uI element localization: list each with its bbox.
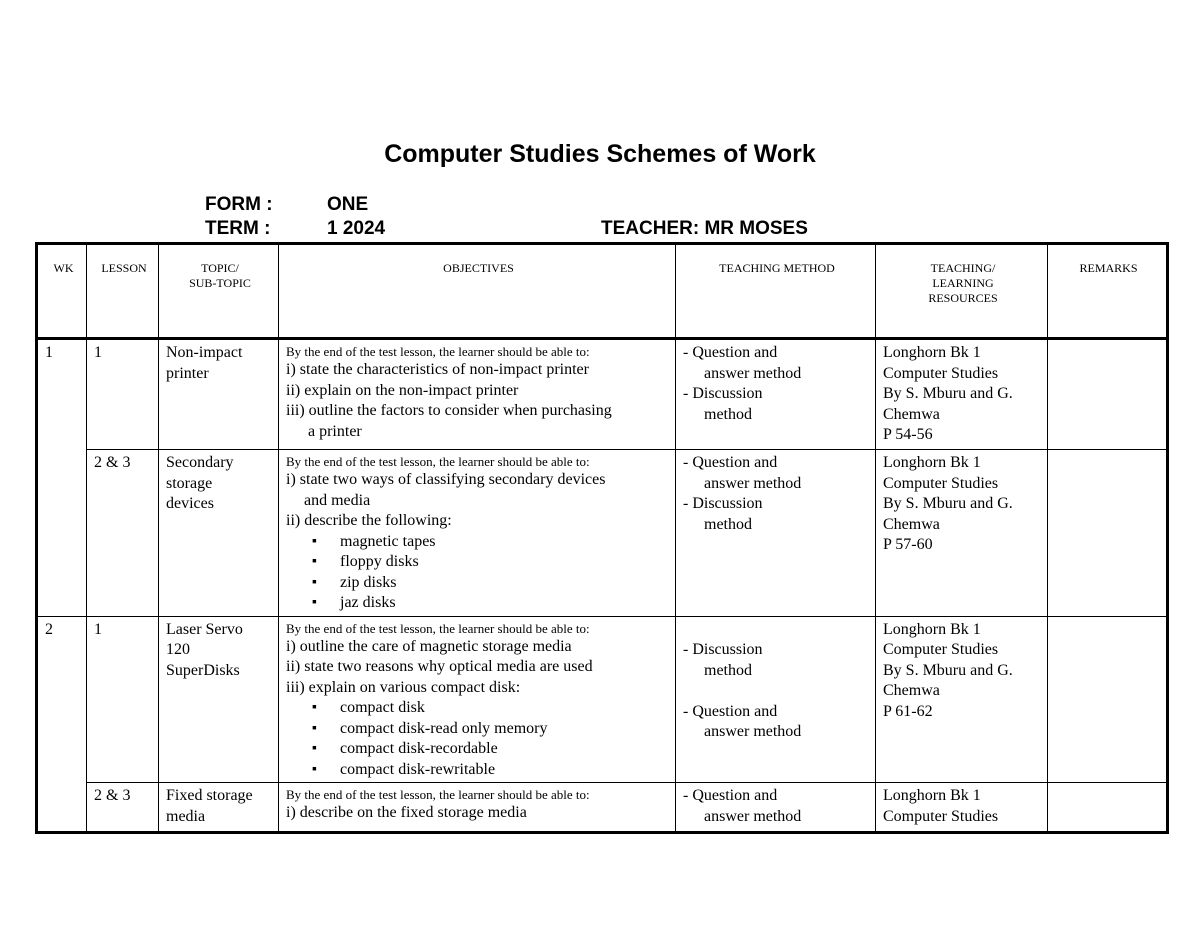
list-item: ▪ compact disk-rewritable xyxy=(312,760,671,781)
header-resources: TEACHING/ LEARNING RESOURCES xyxy=(876,244,1048,339)
remarks-cell xyxy=(1048,450,1168,617)
objectives-cell: By the end of the test lesson, the learner should be able to: i) state two ways of classifying secondary devices and media ii) describe the following: ▪ magnetic tapes ▪ floppy disks ▪ zip disks ▪ jaz disks xyxy=(279,450,676,617)
header-lesson: LESSON xyxy=(87,244,159,339)
list-item: ▪ compact disk xyxy=(312,698,671,719)
header-teaching-method: TEACHING METHOD xyxy=(676,244,876,339)
document-title: Computer Studies Schemes of Work xyxy=(384,140,816,168)
topic-cell: Non-impact printer xyxy=(159,339,279,450)
list-item: ▪ compact disk-read only memory xyxy=(312,719,671,740)
teaching-method-cell: - Discussion method - Question and answer method xyxy=(676,616,876,783)
form-label: FORM : xyxy=(205,194,273,215)
header-wk: WK xyxy=(37,244,87,339)
topic-cell: Fixed storage media xyxy=(159,783,279,833)
list-item: ▪ floppy disks xyxy=(312,552,671,573)
objectives-cell: By the end of the test lesson, the learner should be able to: i) outline the care of magnetic storage media ii) state two reasons why optical media are used iii) explain on various compact disk: ▪ compact disk ▪ compact disk-read only memory ▪ compact disk-recordable ▪ compact disk-rewritable xyxy=(279,616,676,783)
topic-cell: Secondary storage devices xyxy=(159,450,279,617)
term-label: TERM : xyxy=(205,218,271,239)
table-row xyxy=(37,616,1168,783)
resources-cell: Longhorn Bk 1 Computer Studies xyxy=(876,783,1048,833)
header-row xyxy=(37,244,1168,339)
scheme-table xyxy=(35,242,1169,834)
resources-cell: Longhorn Bk 1 Computer Studies By S. Mburu and G. Chemwa P 57-60 xyxy=(876,450,1048,617)
resources-cell: Longhorn Bk 1 Computer Studies By S. Mburu and G. Chemwa P 54-56 xyxy=(876,339,1048,450)
header-objectives: OBJECTIVES xyxy=(279,244,676,339)
lesson-cell: 1 xyxy=(87,616,159,783)
remarks-cell xyxy=(1048,339,1168,450)
table-row xyxy=(37,339,1168,450)
lesson-cell: 2 & 3 xyxy=(87,450,159,617)
list-item: ▪ zip disks xyxy=(312,573,671,594)
topic-cell: Laser Servo 120 SuperDisks xyxy=(159,616,279,783)
lesson-cell: 2 & 3 xyxy=(87,783,159,833)
header-remarks: REMARKS xyxy=(1048,244,1168,339)
header-topic: TOPIC/ SUB-TOPIC xyxy=(159,244,279,339)
objectives-cell: By the end of the test lesson, the learner should be able to: i) state the characteristics of non-impact printer ii) explain on the non-impact printer iii) outline the factors to consider when purchasing a printer xyxy=(279,339,676,450)
table-row xyxy=(37,783,1168,833)
resources-cell: Longhorn Bk 1 Computer Studies By S. Mburu and G. Chemwa P 61-62 xyxy=(876,616,1048,783)
week-cell: 1 xyxy=(37,339,87,617)
teaching-method-cell: - Question and answer method - Discussion method xyxy=(676,339,876,450)
list-item: ▪ compact disk-recordable xyxy=(312,739,671,760)
objectives-cell: By the end of the test lesson, the learner should be able to: i) describe on the fixed storage media xyxy=(279,783,676,833)
teaching-method-cell: - Question and answer method - Discussion method xyxy=(676,450,876,617)
week-cell: 2 xyxy=(37,616,87,833)
form-value: ONE xyxy=(327,194,369,215)
remarks-cell xyxy=(1048,783,1168,833)
remarks-cell xyxy=(1048,616,1168,783)
list-item: ▪ jaz disks xyxy=(312,593,671,614)
lesson-cell: 1 xyxy=(87,339,159,450)
list-item: ▪ magnetic tapes xyxy=(312,532,671,553)
teaching-method-cell: - Question and answer method xyxy=(676,783,876,833)
table-row xyxy=(37,450,1168,617)
teacher-name: TEACHER: MR MOSES xyxy=(601,218,808,239)
term-value: 1 2024 xyxy=(327,218,386,239)
